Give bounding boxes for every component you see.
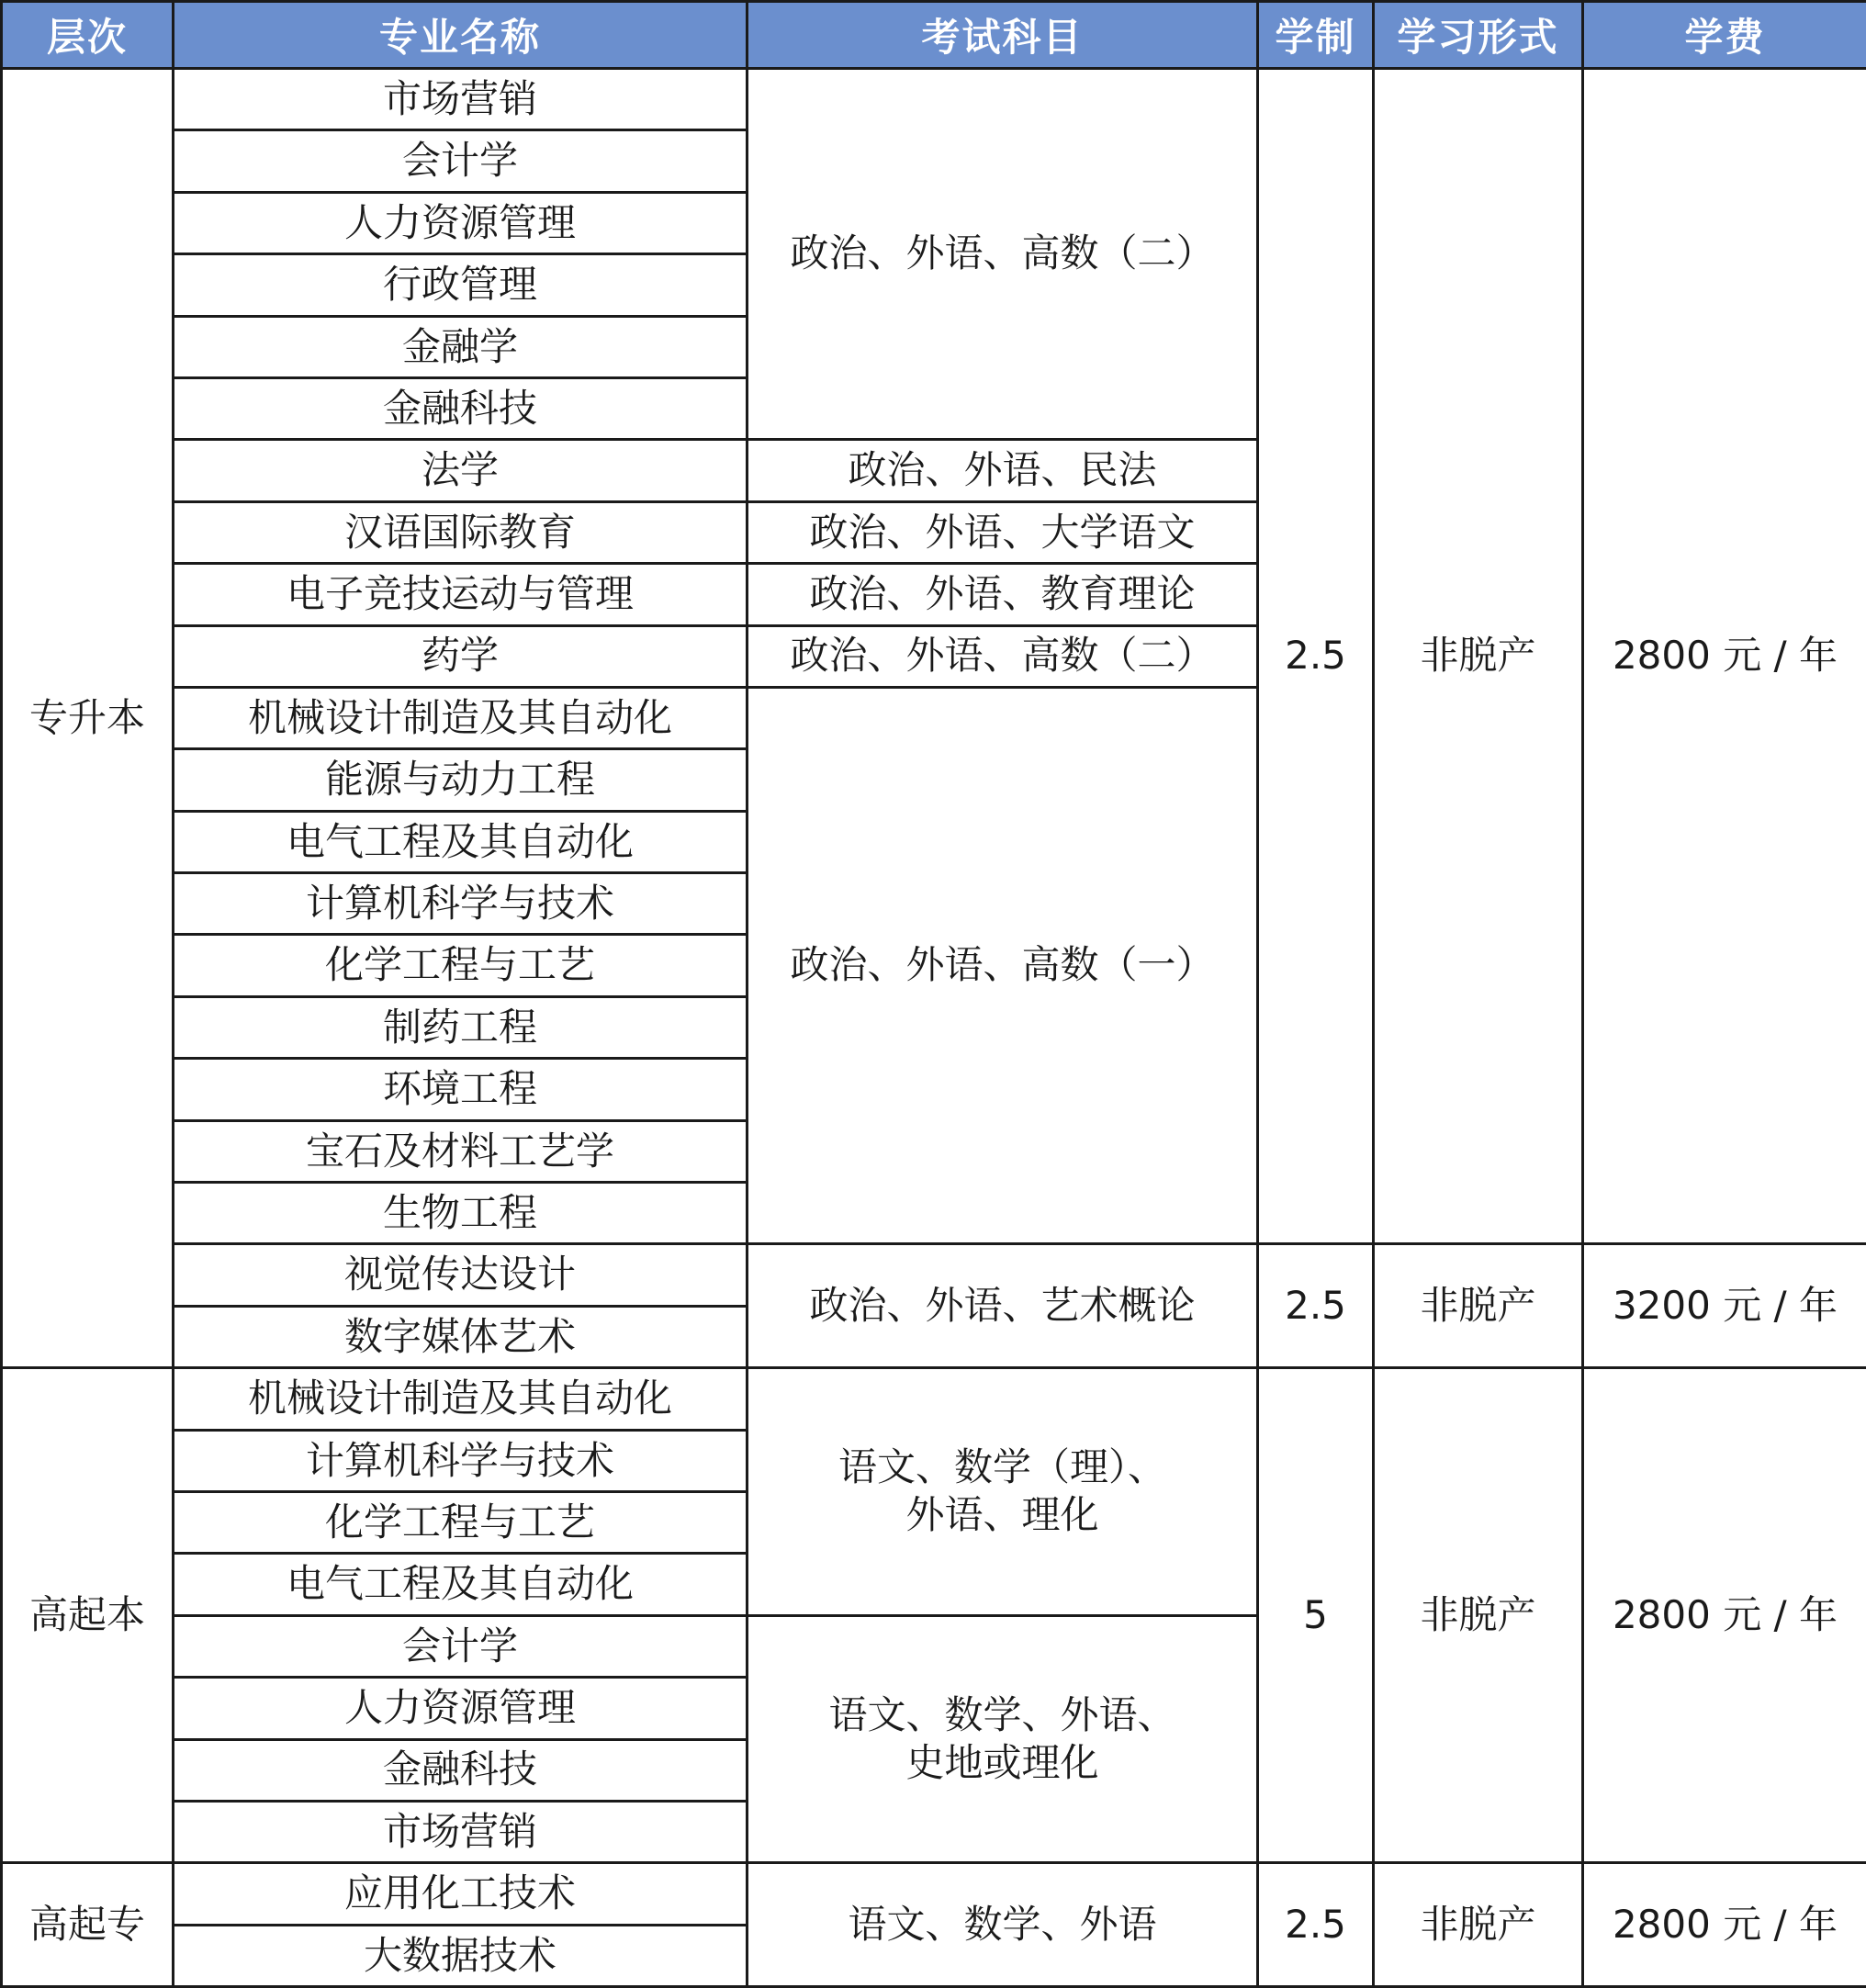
header-major: 专业名称 xyxy=(174,2,748,69)
study-mode-cell: 非脱产 xyxy=(1374,69,1583,1244)
subjects-cell: 政治、外语、高数（二） xyxy=(748,625,1258,687)
level-cell: 专升本 xyxy=(2,69,174,1368)
subjects-cell: 政治、外语、高数（一） xyxy=(748,687,1258,1244)
subjects-cell: 政治、外语、教育理论 xyxy=(748,564,1258,625)
subjects-cell: 政治、外语、大学语文 xyxy=(748,501,1258,563)
header-study-mode: 学习形式 xyxy=(1374,2,1583,69)
fee-cell: 2800 元 / 年 xyxy=(1583,1863,1866,1987)
subjects-cell: 语文、数学、外语 xyxy=(748,1863,1258,1987)
major-cell: 市场营销 xyxy=(174,69,748,130)
study-mode-cell: 非脱产 xyxy=(1374,1244,1583,1368)
level-cell: 高起专 xyxy=(2,1863,174,1987)
major-cell: 化学工程与工艺 xyxy=(174,935,748,996)
major-cell: 计算机科学与技术 xyxy=(174,1430,748,1491)
header-duration: 学制 xyxy=(1258,2,1374,69)
level-cell: 高起本 xyxy=(2,1368,174,1863)
table-row xyxy=(2,1244,1866,1306)
duration-cell: 2.5 xyxy=(1258,1863,1374,1987)
duration-cell: 2.5 xyxy=(1258,1244,1374,1368)
major-cell: 金融科技 xyxy=(174,377,748,439)
major-cell: 生物工程 xyxy=(174,1183,748,1244)
header-row xyxy=(2,2,1866,69)
subjects-cell: 政治、外语、艺术概论 xyxy=(748,1244,1258,1368)
header-fee: 学费 xyxy=(1583,2,1866,69)
major-cell: 应用化工技术 xyxy=(174,1863,748,1925)
major-cell: 大数据技术 xyxy=(174,1925,748,1986)
table-body xyxy=(2,69,1866,1987)
major-cell: 会计学 xyxy=(174,130,748,192)
major-cell: 汉语国际教育 xyxy=(174,501,748,563)
major-cell: 化学工程与工艺 xyxy=(174,1491,748,1553)
table-header xyxy=(2,2,1866,69)
major-cell: 机械设计制造及其自动化 xyxy=(174,687,748,748)
major-cell: 机械设计制造及其自动化 xyxy=(174,1368,748,1430)
major-cell: 计算机科学与技术 xyxy=(174,873,748,935)
major-cell: 宝石及材料工艺学 xyxy=(174,1120,748,1182)
subjects-cell: 政治、外语、民法 xyxy=(748,440,1258,501)
subjects-cell: 语文、数学、外语、 史地或理化 xyxy=(748,1615,1258,1863)
header-level: 层次 xyxy=(2,2,174,69)
major-cell: 法学 xyxy=(174,440,748,501)
major-cell: 药学 xyxy=(174,625,748,687)
duration-cell: 5 xyxy=(1258,1368,1374,1863)
major-cell: 电气工程及其自动化 xyxy=(174,1554,748,1615)
major-cell: 电子竞技运动与管理 xyxy=(174,564,748,625)
major-cell: 行政管理 xyxy=(174,254,748,316)
major-cell: 会计学 xyxy=(174,1615,748,1677)
fee-cell: 2800 元 / 年 xyxy=(1583,69,1866,1244)
major-cell: 视觉传达设计 xyxy=(174,1244,748,1306)
major-cell: 电气工程及其自动化 xyxy=(174,811,748,872)
major-cell: 数字媒体艺术 xyxy=(174,1306,748,1367)
study-mode-cell: 非脱产 xyxy=(1374,1368,1583,1863)
table-row xyxy=(2,1368,1866,1430)
major-cell: 制药工程 xyxy=(174,996,748,1058)
table-row xyxy=(2,69,1866,130)
major-cell: 人力资源管理 xyxy=(174,192,748,253)
header-subjects: 考试科目 xyxy=(748,2,1258,69)
fee-cell: 2800 元 / 年 xyxy=(1583,1368,1866,1863)
major-cell: 金融学 xyxy=(174,316,748,377)
table-row xyxy=(2,1863,1866,1925)
major-cell: 环境工程 xyxy=(174,1059,748,1120)
duration-cell: 2.5 xyxy=(1258,69,1374,1244)
subjects-cell: 语文、数学（理）、 外语、理化 xyxy=(748,1368,1258,1616)
subjects-cell: 政治、外语、高数（二） xyxy=(748,69,1258,440)
major-cell: 金融科技 xyxy=(174,1739,748,1801)
major-cell: 人力资源管理 xyxy=(174,1678,748,1739)
study-mode-cell: 非脱产 xyxy=(1374,1863,1583,1987)
fee-cell: 3200 元 / 年 xyxy=(1583,1244,1866,1368)
major-cell: 市场营销 xyxy=(174,1801,748,1862)
major-cell: 能源与动力工程 xyxy=(174,749,748,811)
